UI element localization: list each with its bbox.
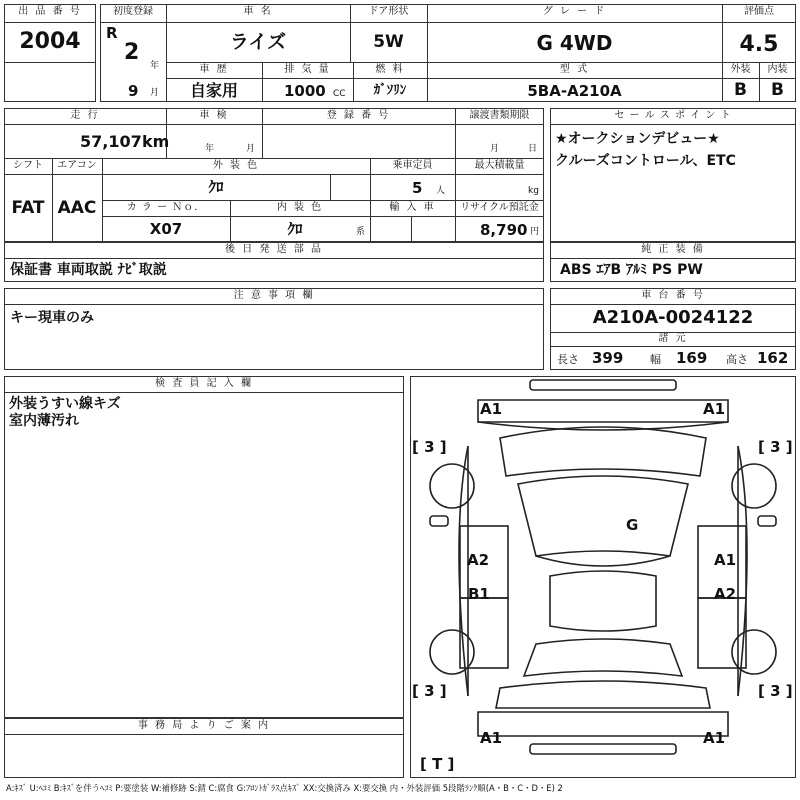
mileage-label: 走 行 [70, 110, 100, 121]
mark-left-rear-door: B1 [468, 585, 490, 603]
grade: G 4WD [536, 31, 613, 55]
door-label: ドア形状 [368, 6, 409, 17]
mark-left-front-door: A2 [467, 551, 490, 569]
exterior-grade: B [734, 80, 747, 100]
mark-wheel-rl: [ 3 ] [412, 682, 447, 700]
capacity: 5 [412, 179, 423, 197]
sales-point-1: ★オークションデビュー★ [555, 131, 720, 147]
color-no: X07 [149, 220, 183, 238]
office-label: 事 務 局 よ り ご 案 内 [137, 720, 271, 731]
mark-right-front-door: A1 [714, 551, 737, 569]
recycle-label: リサイクル預託金 [460, 202, 539, 213]
max-load-label: 最大積載量 [474, 160, 525, 171]
mark-rear-right: A1 [703, 729, 726, 747]
mark-wheel-fr: [ 3 ] [758, 438, 793, 456]
ac-label: エアコン [57, 160, 97, 171]
displacement: 1000 [284, 82, 326, 100]
model-code-label: 型 式 [559, 64, 590, 75]
recycle-unit: 円 [530, 227, 540, 237]
score-label: 評価点 [744, 6, 774, 17]
interior-label: 内装 [767, 64, 788, 75]
inspection-year-unit: 年 [205, 144, 215, 154]
int-color-unit: 系 [356, 227, 366, 237]
reg-month: 9 [128, 82, 139, 100]
length-label: 長さ [557, 353, 579, 366]
sales-point-2: クルーズコントロール、ETC [555, 153, 736, 169]
first-reg-label: 初度登録 [113, 6, 153, 17]
capacity-unit: 人 [436, 186, 446, 196]
legend: A:ｷｽﾞ U:ﾍｺﾐ B:ｷｽﾞを伴うﾍｺﾐ P:要塗装 W:補修跡 S:錆 C:腐食 G:ﾌﾛﾝﾄｶﾞﾗｽ点ｷｽﾞ XX:交換済み X:要交換 内・外装評価 5段階ﾗﾝｸ順(A・B・C・D・E) 2 [6, 783, 563, 793]
max-load-unit: kg [528, 186, 539, 196]
grade-label: グ レ ー ド [542, 6, 607, 17]
transfer-label: 譲渡書類期限 [469, 110, 530, 121]
later-parts-text: 保証書 車両取説 ﾅﾋﾞ取説 [10, 262, 167, 278]
era: R [106, 24, 118, 42]
mileage: 57,107 [80, 132, 142, 151]
inspector-label: 検 査 員 記 入 欄 [155, 378, 253, 389]
score: 4.5 [739, 32, 779, 57]
inspector-line-1: 外装うすい線キズ [9, 396, 121, 412]
model-code: 5BA-A210A [527, 82, 622, 100]
length: 399 [592, 349, 624, 367]
ext-color-label: 外 装 色 [212, 160, 260, 171]
shift: FAT [11, 198, 45, 218]
mark-wheel-fl: [ 3 ] [412, 438, 447, 456]
exterior-label: 外装 [730, 64, 751, 75]
mark-windshield: G [626, 516, 639, 534]
reg-year: 2 [124, 40, 140, 65]
lot-number: 2004 [19, 29, 81, 54]
interior-grade: B [771, 80, 784, 100]
car-name: ライズ [229, 31, 287, 53]
chassis-label: 車 台 番 号 [641, 290, 705, 301]
ac: AAC [57, 198, 97, 218]
mark-front-right: A1 [703, 400, 726, 418]
sales-points-label: セ ー ル ス ポ イ ン ト [614, 110, 732, 121]
transfer-day-unit: 日 [528, 144, 538, 154]
import-label: 輸 入 車 [389, 202, 436, 213]
mark-trunk: [ T ] [420, 755, 455, 773]
notes-label: 注 意 事 項 欄 [233, 290, 315, 301]
reg-month-unit: 月 [150, 88, 160, 98]
lot-number-label: 出 品 番 号 [18, 6, 82, 17]
mark-rear-left: A1 [480, 729, 503, 747]
car-name-label: 車 名 [243, 6, 273, 17]
inspection-month-unit: 月 [246, 144, 256, 154]
later-parts-label: 後 日 発 送 部 品 [225, 244, 323, 255]
int-color: ｸﾛ [287, 220, 303, 238]
height-label: 高さ [726, 353, 748, 366]
mileage-unit: km [142, 132, 170, 151]
mark-front-left: A1 [480, 400, 503, 418]
car-diagram [410, 376, 796, 778]
mark-right-rear-door: A2 [714, 585, 737, 603]
registration-label: 登 録 番 号 [326, 110, 391, 121]
chassis-number: A210A-0024122 [592, 307, 754, 328]
fuel: ｶﾞｿﾘﾝ [373, 83, 407, 98]
reg-year-unit: 年 [150, 61, 160, 71]
capacity-label: 乗車定員 [392, 160, 433, 171]
history-label: 車 歴 [199, 64, 229, 75]
genuine-equipment-text: ABS ｴｱB ｱﾙﾐ PS PW [560, 262, 703, 278]
fuel-label: 燃 料 [375, 64, 405, 75]
door: 5W [373, 32, 404, 52]
recycle: 8,790 [480, 221, 528, 239]
height: 162 [757, 349, 789, 367]
ext-color: ｸﾛ [208, 178, 224, 196]
notes-text: キー現車のみ [10, 310, 94, 326]
transfer-month-unit: 月 [490, 144, 500, 154]
int-color-label: 内 装 色 [276, 202, 324, 213]
inspection-label: 車 検 [199, 110, 229, 121]
displacement-label: 排 気 量 [284, 64, 331, 75]
width: 169 [676, 349, 708, 367]
displacement-unit: CC [333, 89, 346, 99]
inspector-line-2: 室内薄汚れ [9, 413, 79, 429]
history: 自家用 [189, 81, 238, 100]
color-no-label: カ ラ ー Ｎｏ． [126, 202, 206, 213]
sales-points-box [550, 108, 796, 242]
genuine-equipment-label: 純 正 装 備 [641, 244, 705, 255]
specs-label: 諸 元 [658, 333, 688, 344]
mark-wheel-rr: [ 3 ] [758, 682, 793, 700]
shift-label: シフト [13, 160, 43, 171]
width-label: 幅 [650, 353, 661, 366]
